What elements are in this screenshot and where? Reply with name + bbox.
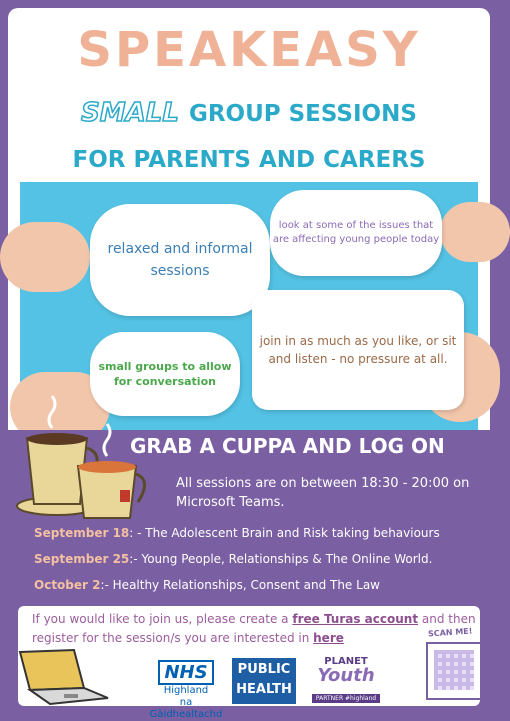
- session-row: [34, 552, 432, 566]
- qr-code[interactable]: [426, 642, 482, 700]
- session-sep: :-: [100, 578, 113, 592]
- bubble-groups-text: small groups to allow for conversation: [98, 360, 232, 388]
- bubble-issues-text: look at some of the issues that are affecting young people today: [272, 220, 440, 245]
- subtitle-small-word: SMALL: [81, 98, 179, 128]
- session-topic: The Adolescent Brain and Risk taking behaviours: [145, 526, 440, 540]
- hand-left-top: [0, 222, 90, 292]
- planet-youth-line2: Youth: [317, 665, 375, 686]
- register-here-link[interactable]: here: [313, 631, 344, 645]
- nhs-logo-mark: NHS: [158, 660, 213, 685]
- nhs-line2: na Gàidhealtachd: [149, 697, 223, 720]
- poster-title: SPEAKEASY: [77, 22, 421, 78]
- poster: [8, 8, 490, 720]
- session-topic: Healthy Relationships, Consent and The Law: [112, 578, 380, 592]
- planet-youth-line1: PLANET: [324, 656, 368, 667]
- qr-code-pattern: [434, 650, 474, 690]
- scan-me-label: SCAN ME!: [427, 626, 473, 639]
- subtitle-line1: [8, 98, 490, 128]
- subtitle-line2: FOR PARENTS AND CARERS: [72, 147, 426, 173]
- planet-youth-logo: [308, 656, 384, 704]
- nhs-line1: Highland: [163, 685, 209, 696]
- session-date: September 18: [34, 526, 130, 540]
- nhs-highland-logo: [148, 660, 224, 721]
- bubble-relaxed-text: relaxed and informal sessions: [107, 241, 253, 279]
- session-row: [34, 578, 380, 592]
- session-sep: : -: [129, 526, 146, 540]
- grab-heading: GRAB A CUPPA AND LOG ON: [130, 434, 445, 458]
- public-health-logo: [232, 658, 296, 704]
- bubble-issues: [270, 190, 442, 276]
- session-date: October 2: [34, 578, 101, 592]
- session-sep: :-: [129, 552, 142, 566]
- footer-text-a: If you would like to join us, please create a: [32, 612, 293, 626]
- public-health-line1: PUBLIC: [237, 662, 291, 677]
- bubble-relaxed: [90, 204, 270, 316]
- footer-text-b: and then register for the session/s you are interested in: [32, 612, 476, 645]
- bubble-join-text: join in as much as you like, or sit and listen - no pressure at all.: [259, 334, 457, 366]
- bubble-join: [252, 290, 464, 410]
- planet-youth-partner: PARTNER #highland: [312, 694, 380, 703]
- public-health-line2: HEALTH: [236, 682, 292, 697]
- subtitle-group-sessions: GROUP SESSIONS: [188, 101, 417, 127]
- footer-text: [32, 610, 480, 648]
- laptop-icon: [14, 648, 110, 706]
- schedule-info: All sessions are on between 18:30 - 20:00 on Microsoft Teams.: [176, 476, 470, 510]
- hand-right-top: [440, 202, 510, 262]
- session-date: September 25: [34, 552, 130, 566]
- turas-account-link[interactable]: free Turas account: [292, 612, 419, 626]
- session-row: [34, 526, 440, 540]
- session-topic: Young People, Relationships & The Online World.: [141, 552, 433, 566]
